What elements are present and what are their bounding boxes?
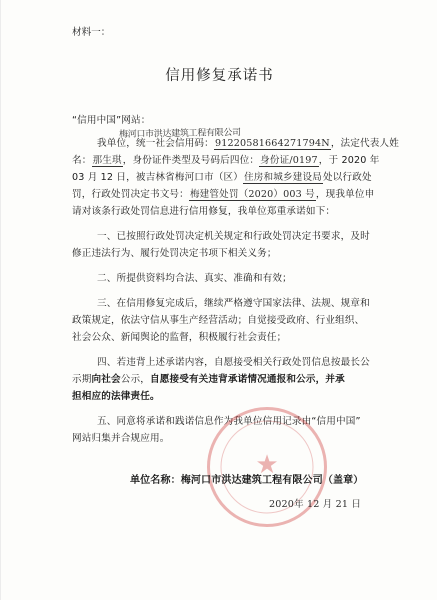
paragraph-6-line-1: 五、同意将承诺和践诺信息作为我单位信用记录由“信用中国”	[97, 416, 361, 427]
legal-representative: 那生琪	[92, 155, 122, 166]
paragraph-4-line-2: 政策规定，依法守信从事生产经营活动；自觉接受政府、行业组织、	[72, 315, 365, 326]
paragraph-6-line-2: 网站归集并合规应用。	[72, 433, 170, 444]
paragraph-1-line-2: 名：那生琪，身份证件类型及号码后四位：身份证/0197，于 2020 年	[72, 155, 380, 166]
date-month: 12 月	[306, 499, 333, 510]
id-info: 身份证/0197	[260, 155, 318, 166]
handwritten-company-name: 梅河口市洪达建筑工程有限公司	[118, 127, 241, 141]
paragraph-5-line-3: 担相应的法律责任。	[72, 391, 160, 402]
paragraph-1-line-1: 我单位，统一社会信用码：91220581664271794N，法定代表人姓	[97, 138, 400, 149]
paragraph-4-line-3: 社会公众、新闻舆论的监督，积极履行社会责任；	[72, 332, 287, 343]
paragraph-4-line-1: 三、在信用修复完成后，继续严格遵守国家法律、法规、规章和	[97, 298, 370, 309]
addressee: “信用中国”网站：	[72, 115, 151, 126]
document-title: 信用修复承诺书	[165, 68, 274, 84]
paragraph-1-line-5: 请对该条行政处罚信息进行信用修复，我单位郑重承诺如下：	[72, 206, 336, 217]
paragraph-2-line-2: 修正违法行为、履行处罚决定书项下相关义务；	[72, 248, 277, 259]
material-label: 材料一：	[72, 27, 111, 38]
penalty-agency: 住房和城乡建设局	[244, 172, 322, 183]
decision-number: 梅建管处罚（2020）003 号	[189, 189, 315, 200]
date-day: 21 日	[335, 499, 362, 510]
paragraph-5-line-2: 示期向社会公示，自愿接受有关违背承诺情况通报和公示，并承	[72, 374, 345, 385]
seal-star-icon: ★	[255, 450, 279, 480]
paragraph-1-line-4: 罚，行政处罚决定书文号：梅建管处罚（2020）003 号，现我单位申	[72, 189, 375, 200]
paragraph-3: 二、所提供资料均合法、真实、准确和有效；	[97, 273, 292, 284]
date-year: 2020年	[269, 499, 304, 510]
credit-code: 91220581664271794N	[214, 138, 330, 149]
company-signature-line: 单位名称：梅河口市洪达建筑工程有限公司（盖章）	[130, 475, 364, 486]
paragraph-1-line-3: 03 月 12 日，被吉林省梅河口市（区）住房和城乡建设局处以行政处	[72, 172, 372, 183]
signature-date	[269, 499, 361, 511]
paragraph-5-line-1: 四、若违背上述承诺内容，自愿接受相关行政处罚信息按最长公	[97, 357, 370, 368]
paragraph-2-line-1: 一、已按照行政处罚决定机关规定和行政处罚决定书要求，及时	[97, 231, 370, 242]
